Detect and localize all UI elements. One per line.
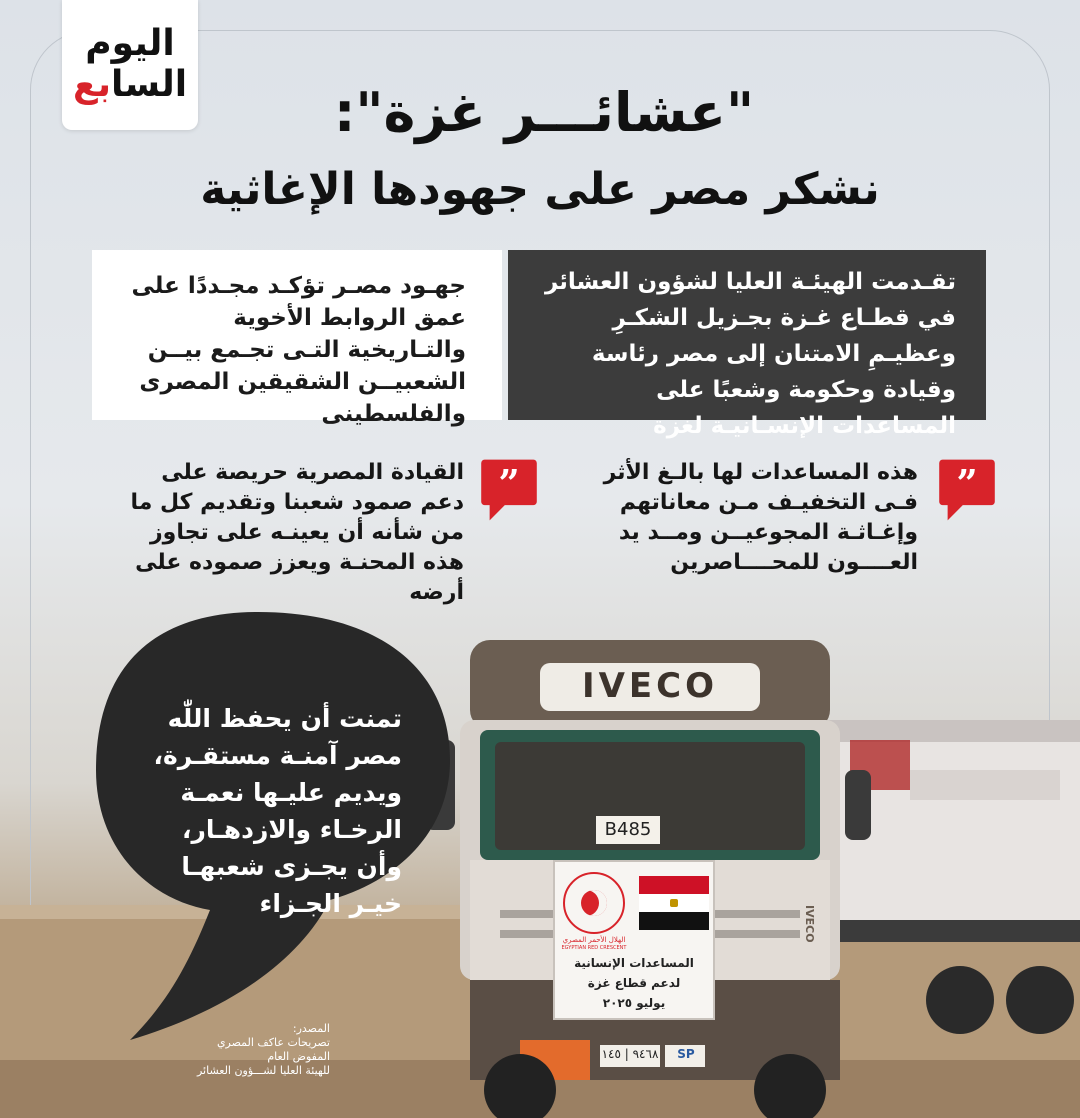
aid-sign (553, 860, 715, 1020)
logo-line-2 (73, 64, 187, 106)
aid-sign-line-3: يوليو ٢٠٢٥ (602, 996, 666, 1010)
page-subtitle: نشكر مصر على جهودها الإغاثية (200, 164, 880, 215)
quote-text-1: هذه المساعدات لها بالـغ الأثر فـى التخفيـف مـن معاناتهم وإغـاثـة المجوعيــن ومــد يد العــــون للمحــــاصرين (603, 460, 918, 575)
svg-text:”: ” (956, 461, 978, 506)
source-credit (180, 1022, 330, 1078)
quote-text-2: القيادة المصرية حريصة على دعم صمود شعبنا وتقديم كل ما من شأنه أن يعينـه على تجاوز هذه المحنـة ويعزز صموده على أرضه (130, 460, 464, 605)
newspaper-logo (62, 0, 198, 130)
egypt-flag-icon (639, 876, 709, 930)
statement-box-dark: تقـدمت الهيئـة العليا لشؤون العشائر في قطـاع غـزة بجـزيل الشكـرِ وعظيـمِ الامتنان إلى مصر رئاسة وقيادة وحكومة وشعبًا على المساعدات الإنسـانيـة لغزة (508, 250, 986, 420)
source-line-2: للهيئة العليا لشـــؤون العشائر (196, 1064, 330, 1077)
source-label: المصدر: (292, 1022, 330, 1035)
logo-line-2-accent: بع (72, 64, 112, 105)
logo-line-1: اليوم (85, 23, 175, 64)
source-line-1: تصريحات عاكف المصري المفوض العام (216, 1036, 330, 1063)
speech-bubble-text: تمنت أن يحفظ اللّٰه مصر آمنـة مستقـرة، ويديم عليـها نعمـة الرخـاء والازدهـار، وأن يجـزى شعبهـا خيـر الجـزاء (153, 704, 402, 918)
quote-speech-icon (474, 458, 544, 522)
red-crescent-icon (581, 890, 607, 916)
aid-sign-line-2: لدعم قطاع غزة (587, 976, 681, 990)
page-title: "عشائـــر غزة": (333, 81, 755, 144)
truck-windshield-plate: B485 (596, 816, 660, 844)
aid-sign-line-1: المساعدات الإنسانية (574, 956, 694, 970)
license-plate: ٩٤٦٨ | ١٤٥ (601, 1047, 659, 1061)
svg-text:”: ” (498, 461, 520, 506)
sp-badge: SP (677, 1047, 695, 1061)
crescent-label: الهلال الأحمر المصري (562, 936, 626, 944)
truck-side-logo: IVECO (803, 905, 816, 943)
truck-brand: IVECO (581, 666, 719, 706)
logo-line-2-main: السا (111, 64, 188, 105)
quote-speech-icon (932, 458, 1002, 522)
statement-box-light: جهـود مصـر تؤكـد مجـددًا على عمق الروابط الأخوية والتـاريخية التـى تجـمع بيــن الشعبيــن الشقيقين المصرى والفلسطينى (92, 250, 502, 420)
crescent-label-en: EGYPTIAN RED CRESCENT (561, 945, 627, 951)
crescent-emblem (563, 872, 625, 934)
